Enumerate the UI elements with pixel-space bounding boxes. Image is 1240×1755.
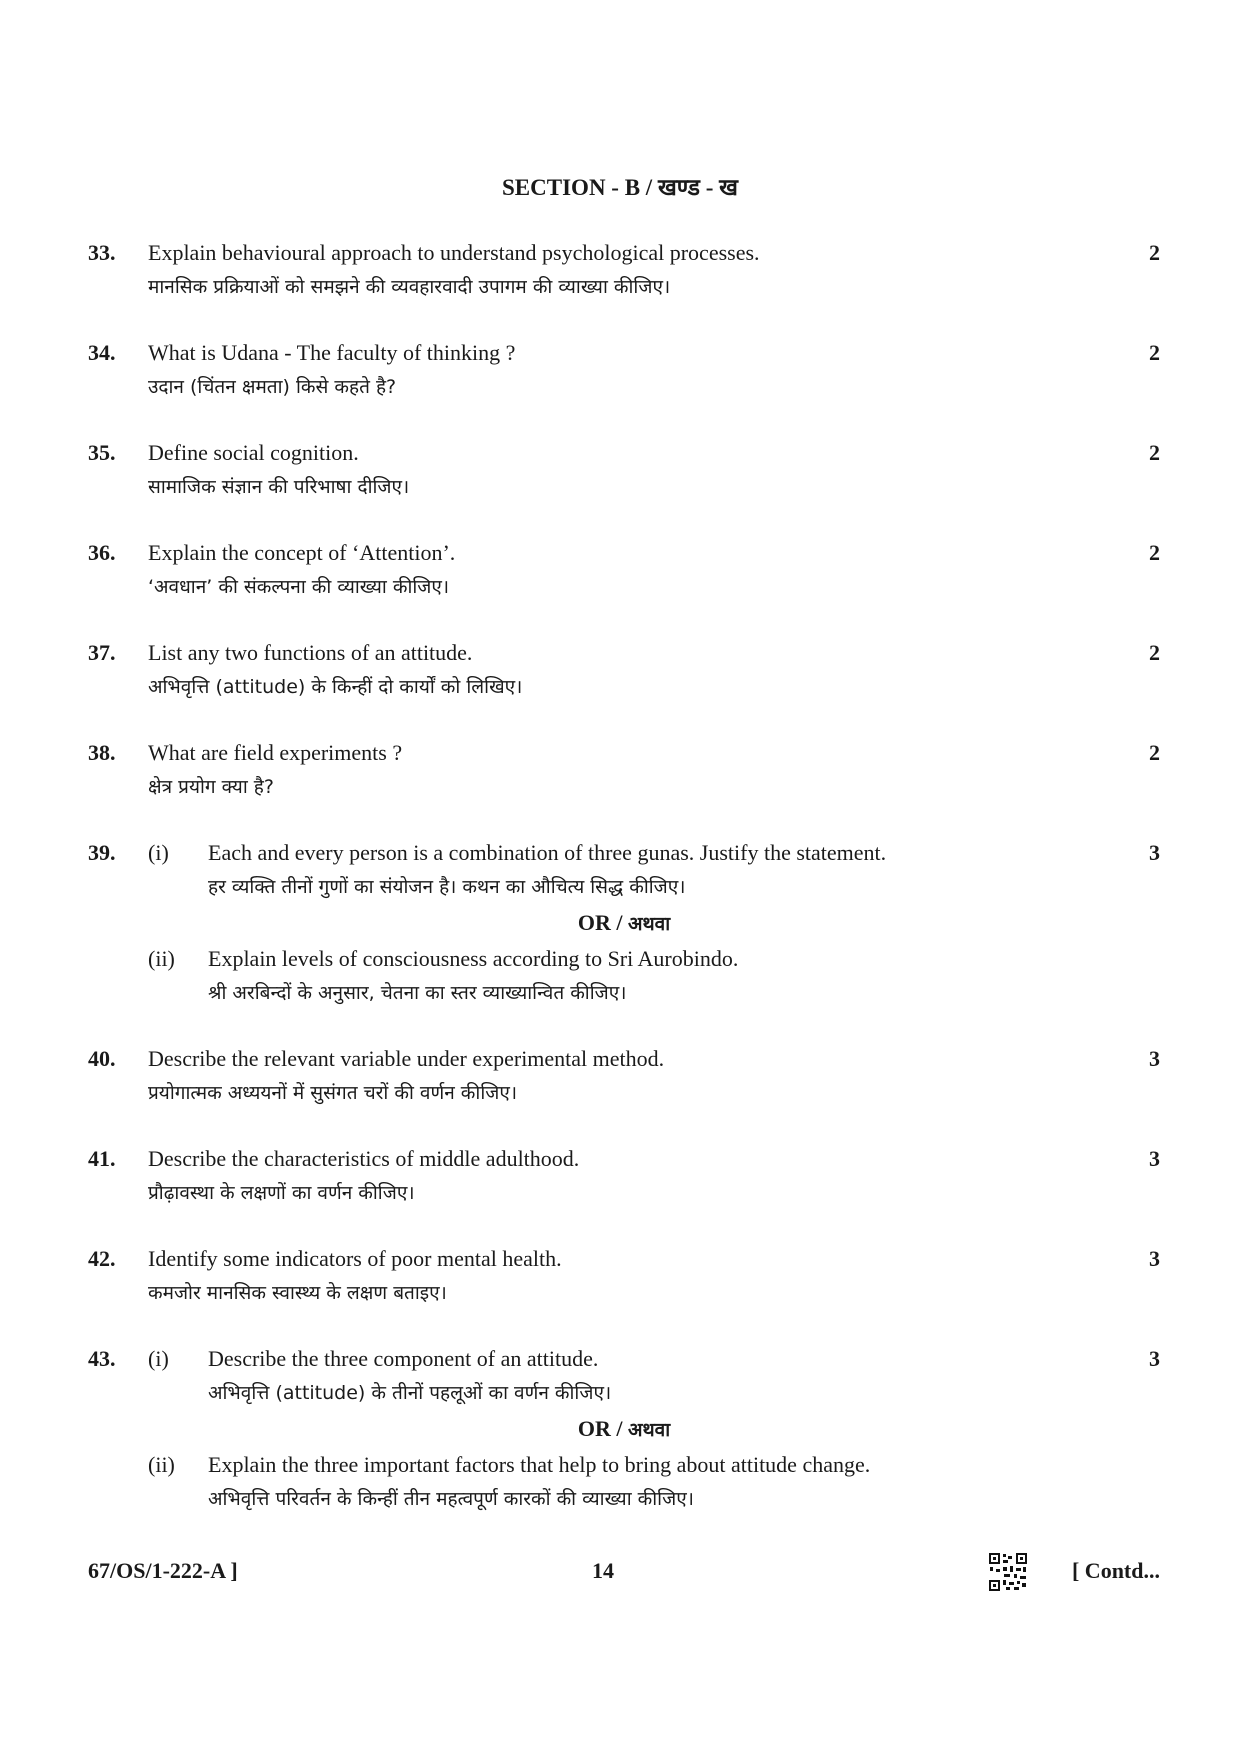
or-divider xyxy=(88,906,1160,941)
question-text-en: Explain the concept of ‘Attention’. xyxy=(148,540,456,565)
question-text-hi: मानसिक प्रक्रियाओं को समझने की व्यवहारवादी उपागम की व्याख्या कीजिए। xyxy=(148,276,671,298)
page-number: 14 xyxy=(592,1558,614,1583)
question-text-hi: कमजोर मानसिक स्वास्थ्य के लक्षण बताइए। xyxy=(148,1282,447,1304)
question-marks: 2 xyxy=(1149,640,1160,665)
question-marks: 3 xyxy=(1149,840,1160,865)
question-number: 35. xyxy=(88,440,116,465)
or-label-hi: अथवा xyxy=(627,1419,671,1441)
question-text xyxy=(148,236,1048,304)
question-number: 41. xyxy=(88,1146,116,1171)
question-number: 33. xyxy=(88,240,116,265)
question-text-en: Describe the relevant variable under experimental method. xyxy=(148,1046,665,1071)
question-text xyxy=(148,736,1048,804)
question-number: 39. xyxy=(88,840,116,865)
or-label-en: OR / xyxy=(577,910,628,935)
question-43 xyxy=(88,1342,1160,1522)
question-number: 43. xyxy=(88,1346,116,1371)
question-text-en: What is Udana - The faculty of thinking ? xyxy=(148,340,516,365)
question-39 xyxy=(88,836,1160,1016)
part-text xyxy=(208,942,1108,1010)
part-text-hi: श्री अरबिन्दों के अनुसार, चेतना का स्तर व्याख्यान्वित कीजिए। xyxy=(208,982,627,1004)
question-text-en: List any two functions of an attitude. xyxy=(148,640,473,665)
section-title: SECTION - B / खण्ड - ख xyxy=(502,175,738,200)
page-footer xyxy=(88,1558,1160,1598)
question-text-hi: प्रयोगात्मक अध्ययनों में सुसंगत चरों की वर्णन कीजिए। xyxy=(148,1082,518,1104)
part-text-en: Describe the three component of an attitude. xyxy=(208,1346,599,1371)
question-marks: 2 xyxy=(1149,740,1160,765)
or-divider xyxy=(88,1412,1160,1447)
part-text-en: Each and every person is a combination of three gunas. Justify the statement. xyxy=(208,840,887,865)
question-text-hi: अभिवृत्ति (attitude) के किन्हीं दो कार्यों को लिखिए। xyxy=(148,676,523,698)
question-text-en: Explain behavioural approach to understand psychological processes. xyxy=(148,240,760,265)
question-text xyxy=(148,1042,1048,1110)
part-text-hi: हर व्यक्ति तीनों गुणों का संयोजन है। कथन का औचित्य सिद्ध कीजिए। xyxy=(208,876,686,898)
question-text-hi: ‘अवधान’ की संकल्पना की व्याख्या कीजिए। xyxy=(148,576,450,598)
question-number: 38. xyxy=(88,740,116,765)
or-label-en: OR / xyxy=(577,1416,628,1441)
question-text xyxy=(148,1142,1048,1210)
question-text-hi: सामाजिक संज्ञान की परिभाषा दीजिए। xyxy=(148,476,410,498)
part-text xyxy=(208,836,1108,904)
question-text-en: Describe the characteristics of middle adulthood. xyxy=(148,1146,580,1171)
question-marks: 3 xyxy=(1149,1146,1160,1171)
question-text-hi: उदान (चिंतन क्षमता) किसे कहते है? xyxy=(148,376,397,398)
part-text xyxy=(208,1448,1108,1516)
question-text-en: Define social cognition. xyxy=(148,440,359,465)
part-text-hi: अभिवृत्ति परिवर्तन के किन्हीं तीन महत्वपूर्ण कारकों की व्याख्या कीजिए। xyxy=(208,1488,694,1510)
question-number: 34. xyxy=(88,340,116,365)
part-label: (i) xyxy=(148,1346,169,1371)
question-number: 42. xyxy=(88,1246,116,1271)
question-marks: 2 xyxy=(1149,240,1160,265)
part-label: (ii) xyxy=(148,946,175,971)
question-text xyxy=(148,636,1048,704)
part-label: (ii) xyxy=(148,1452,175,1477)
question-number: 36. xyxy=(88,540,116,565)
question-marks: 2 xyxy=(1149,340,1160,365)
question-text xyxy=(148,536,1048,604)
question-number: 40. xyxy=(88,1046,116,1071)
question-text-hi: प्रौढ़ावस्था के लक्षणों का वर्णन कीजिए। xyxy=(148,1182,415,1204)
part-text xyxy=(208,1342,1108,1410)
question-number: 37. xyxy=(88,640,116,665)
question-marks: 3 xyxy=(1149,1246,1160,1271)
question-text xyxy=(148,436,1048,504)
part-text-en: Explain the three important factors that help to bring about attitude change. xyxy=(208,1452,871,1477)
question-marks: 3 xyxy=(1149,1046,1160,1071)
or-label-hi: अथवा xyxy=(627,913,671,935)
part-label: (i) xyxy=(148,840,169,865)
question-text xyxy=(148,1242,1048,1310)
paper-code: 67/OS/1-222-A ] xyxy=(88,1558,238,1583)
question-text xyxy=(148,336,1048,404)
question-text-hi: क्षेत्र प्रयोग क्या है? xyxy=(148,776,274,798)
question-marks: 2 xyxy=(1149,440,1160,465)
question-marks: 2 xyxy=(1149,540,1160,565)
question-text-en: Identify some indicators of poor mental health. xyxy=(148,1246,562,1271)
qr-code-icon xyxy=(988,1552,1028,1592)
question-text-en: What are field experiments ? xyxy=(148,740,403,765)
part-text-en: Explain levels of consciousness according to Sri Aurobindo. xyxy=(208,946,739,971)
part-text-hi: अभिवृत्ति (attitude) के तीनों पहलूओं का वर्णन कीजिए। xyxy=(208,1382,612,1404)
continued-label: [ Contd... xyxy=(1071,1558,1160,1583)
question-marks: 3 xyxy=(1149,1346,1160,1371)
